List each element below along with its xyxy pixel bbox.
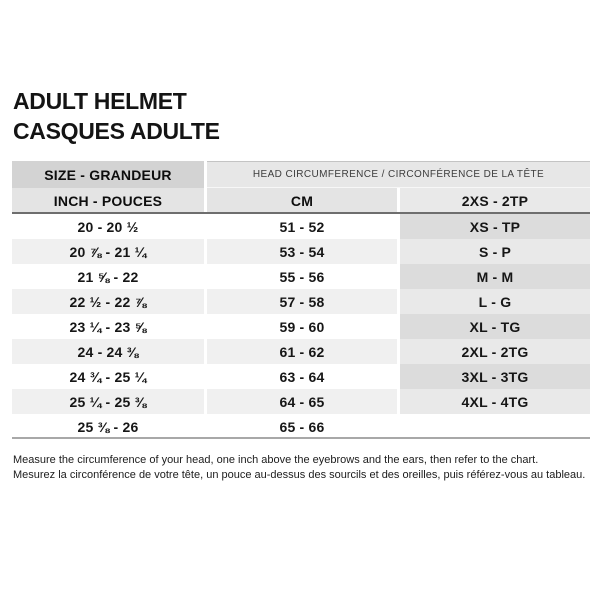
row-4xl-cm: 65 - 66 — [207, 414, 397, 439]
instruction-line-en: Measure the circumference of your head, one inch above the eyebrows and the ears, then refer to the chart. — [13, 454, 539, 466]
row-s-cm: 55 - 56 — [207, 264, 397, 289]
row-2xl-cm: 63 - 64 — [207, 364, 397, 389]
column-header-size: SIZE - GRANDEUR — [12, 161, 204, 188]
row-2xl-size: 2XL - 2TG — [400, 339, 590, 364]
column-header-cm: CM — [207, 188, 397, 214]
row-xl-cm: 61 - 62 — [207, 339, 397, 364]
row-m-cm: 57 - 58 — [207, 289, 397, 314]
row-4xl-inch: 25 ⅜ - 26 — [12, 414, 204, 439]
table-bottom-border — [12, 437, 590, 439]
row-m-size: M - M — [400, 264, 590, 289]
column-header-inch: INCH - POUCES — [12, 188, 204, 214]
instruction-line-fr: Mesurez la circonférence de votre tête, un pouce au-dessus des sourcils et des oreilles, puis référez-vous au tableau. — [13, 468, 586, 481]
row-xl-size: XL - TG — [400, 314, 590, 339]
row-xl-inch: 24 - 24 ⅜ — [12, 339, 204, 364]
row-3xl-size: 3XL - 3TG — [400, 364, 590, 389]
row-2xs-size: 2XS - 2TP — [400, 188, 590, 214]
size-table — [12, 161, 590, 439]
title-line-en: ADULT HELMET — [13, 88, 187, 114]
row-s-size: S - P — [400, 239, 590, 264]
row-3xl-inch: 25 ¼ - 25 ⅜ — [12, 389, 204, 414]
row-l-size: L - G — [400, 289, 590, 314]
table-banner-head-circumference: HEAD CIRCUMFERENCE / CIRCONFÉRENCE DE LA TÊTE — [207, 161, 590, 188]
row-3xl-cm: 64 - 65 — [207, 389, 397, 414]
row-xs-size: XS - TP — [400, 214, 590, 239]
row-4xl-size: 4XL - 4TG — [400, 389, 590, 414]
row-2xl-inch: 24 ¾ - 25 ¼ — [12, 364, 204, 389]
title-line-fr: CASQUES ADULTE — [13, 118, 220, 144]
row-2xs-inch: 20 - 20 ½ — [12, 214, 204, 239]
row-xs-inch: 20 ⅞ - 21 ¼ — [12, 239, 204, 264]
row-m-inch: 22 ½ - 22 ⅞ — [12, 289, 204, 314]
measure-instructions — [13, 453, 587, 482]
row-l-cm: 59 - 60 — [207, 314, 397, 339]
header-divider-line — [12, 212, 590, 214]
row-xs-cm: 53 - 54 — [207, 239, 397, 264]
row-s-inch: 21 ⅝ - 22 — [12, 264, 204, 289]
row-l-inch: 23 ¼ - 23 ⅝ — [12, 314, 204, 339]
row-2xs-cm: 51 - 52 — [207, 214, 397, 239]
page-title — [13, 86, 220, 146]
